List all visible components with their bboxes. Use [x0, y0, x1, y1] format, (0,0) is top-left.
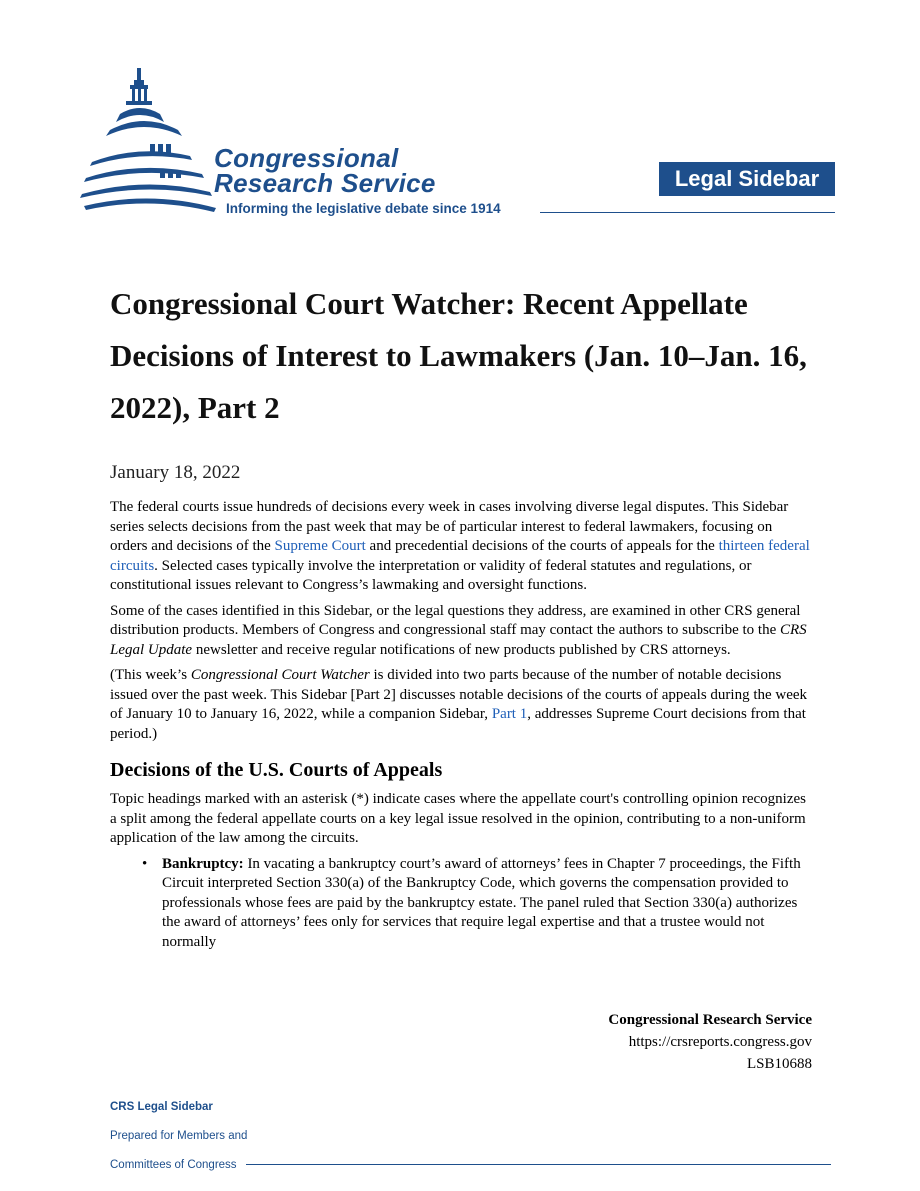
footer-info — [608, 1009, 812, 1075]
text-run: (This week’s — [110, 667, 191, 683]
logo-name-line2: Research Service — [214, 168, 436, 198]
intro-paragraph-1 — [110, 498, 812, 596]
capitol-dome-icon — [80, 66, 220, 216]
text-run: Some of the cases identified in this Sidebar, or the legal questions they address, are examined in other CRS general distribution products. Members of Congress and congressional staff may contact the authors to subscribe to the — [110, 602, 801, 638]
intro-paragraph-2 — [110, 602, 812, 661]
footer-label — [110, 1100, 247, 1187]
footer-audience-1: Prepared for Members and — [110, 1130, 248, 1142]
case-summary: In vacating a bankruptcy court’s award of attorneys’ fees in Chapter 7 proceedings, the Fifth Circuit interpreted Section 330(a) of the Bankruptcy Code, which governs the compensation provided to professionals whose fees are paid by the bankruptcy estate. The panel ruled that Section 330(a) authorizes the award of attorneys’ fees only for services that require legal expertise and that a trustee would not normally — [162, 855, 801, 950]
federal-circuits-link[interactable]: thirteen federal circuits — [110, 538, 810, 574]
logo-name-line1: Congressional — [214, 143, 399, 173]
part-1-link[interactable]: Part 1 — [491, 706, 528, 722]
section-heading: Decisions of the U.S. Courts of Appeals — [110, 759, 443, 781]
footer-rule — [246, 1164, 831, 1165]
newsletter-title: CRS Legal Update — [110, 622, 807, 658]
text-run: is divided into two parts because of the number of notable decisions issued over the past week. This Sidebar [Part 2] discusses notable decisions of the courts of appeals during the week of January 10 to January 16, 2022, while a companion Sidebar, — [110, 667, 808, 722]
text-run: The federal courts issue hundreds of decisions every week in cases involving diverse legal disputes. This Sidebar series selects decisions from the past week that may be of particular interest to federal lawmakers, focusing on orders and decisions of the — [110, 499, 789, 554]
case-list — [110, 855, 812, 953]
text-run: . Selected cases typically involve the interpretation or validity of federal statutes and regulations, or constitutional issues relevant to Congress’s lawmaking and oversight functions. — [110, 557, 752, 593]
topic-label: Bankruptcy: — [162, 855, 244, 872]
footer-series: CRS Legal Sidebar — [110, 1101, 213, 1113]
report-id: LSB10688 — [746, 1056, 812, 1072]
header-rule — [540, 212, 835, 213]
article-body — [110, 498, 812, 952]
bullet-icon: • — [142, 855, 148, 872]
text-run: and precedential decisions of the courts of appeals for the — [365, 538, 719, 554]
footer-audience-2: Committees of Congress — [110, 1159, 237, 1171]
supreme-court-link[interactable]: Supreme Court — [274, 538, 366, 554]
text-run: , addresses Supreme Court decisions from that period.) — [110, 706, 806, 742]
list-item — [110, 855, 812, 953]
intro-paragraph-3 — [110, 666, 812, 744]
text-run: newsletter and receive regular notifications of new products published by CRS attorneys. — [192, 641, 731, 658]
legal-sidebar-badge: Legal Sidebar — [659, 162, 835, 196]
publication-date: January 18, 2022 — [110, 462, 241, 483]
footer-org: Congressional Research Service — [608, 1012, 812, 1028]
footer-url[interactable]: https://crsreports.congress.gov — [628, 1034, 812, 1050]
page-title: Congressional Court Watcher: Recent Appellate Decisions of Interest to Lawmakers (Jan. 10–Jan. 16, 2022), Part 2 — [110, 286, 807, 425]
logo-tagline: Informing the legislative debate since 1914 — [226, 201, 501, 216]
crs-logo — [80, 66, 540, 221]
section-intro: Topic headings marked with an asterisk (*) indicate cases where the appellate court's controlling opinion recognizes a split among the federal appellate courts on a key legal issue resolved in the opinion, contributing to a non-uniform application of the law among the circuits. — [110, 791, 806, 846]
series-title: Congressional Court Watcher — [190, 667, 370, 683]
